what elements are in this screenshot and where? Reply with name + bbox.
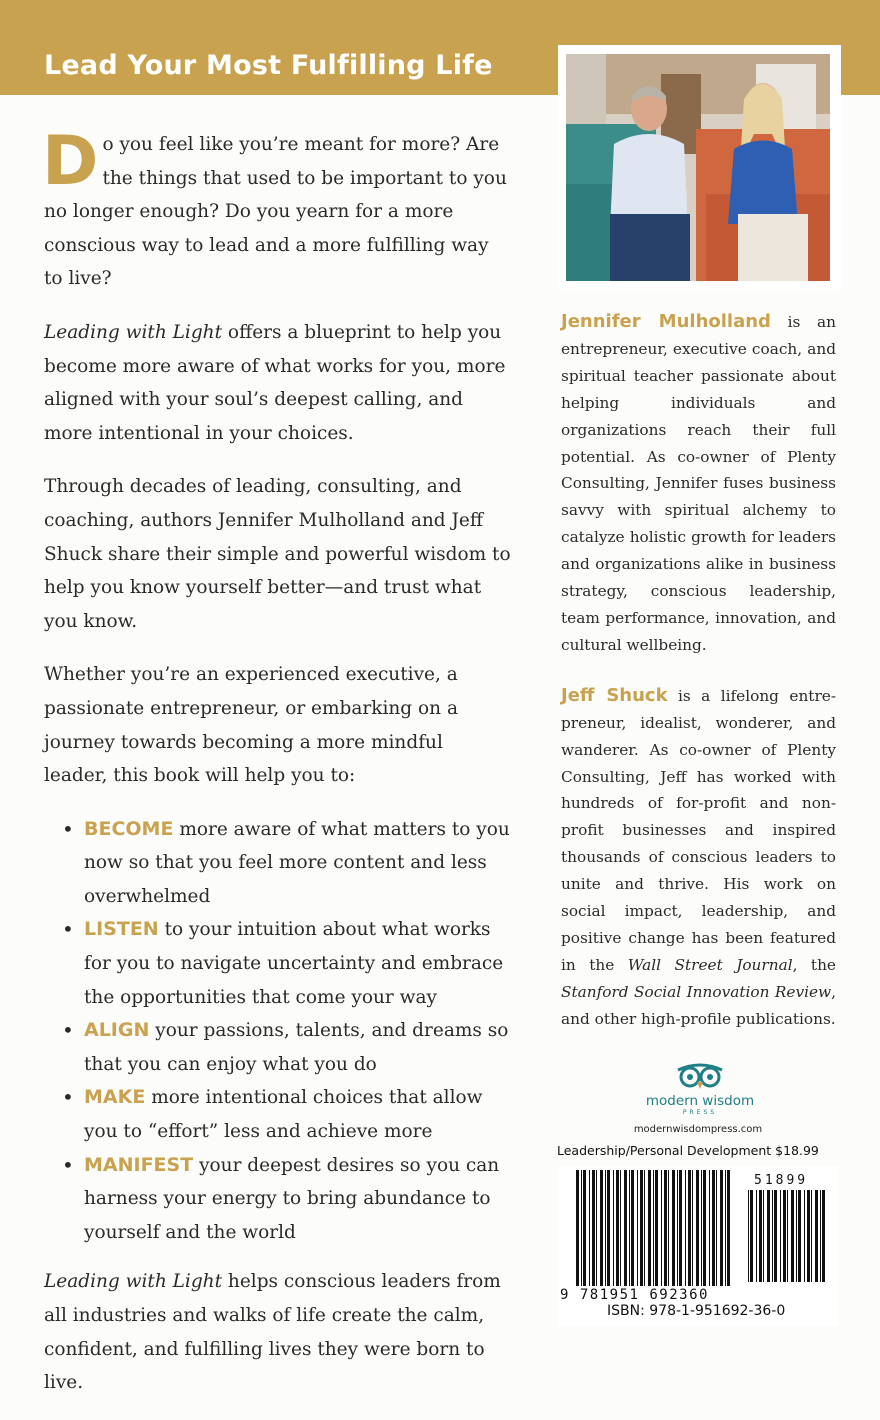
barcode-bar: [807, 1190, 810, 1282]
barcode-bar: [616, 1170, 619, 1286]
barcode: [558, 1166, 838, 1326]
intro-text: o you feel like you’re meant for more? Are the things that used to be important to you no longer enough? Do you yearn for a more conscious way to lead and a more fulfilling way to live?: [44, 134, 507, 290]
benefit-keyword: LISTEN: [84, 918, 159, 941]
benefit-keyword: BECOME: [84, 817, 174, 840]
barcode-bar: [756, 1190, 757, 1282]
barcode-bar: [712, 1170, 715, 1286]
bio-text: , and other high-profile publications.: [561, 982, 836, 1028]
barcode-bar: [780, 1190, 781, 1282]
benefit-keyword: MANIFEST: [84, 1153, 194, 1176]
barcode-bar: [748, 1190, 749, 1282]
barcode-bar: [804, 1190, 805, 1282]
publisher-url: modernwisdompress.com: [633, 1124, 763, 1135]
barcode-bar: [644, 1170, 645, 1286]
barcode-bar: [811, 1190, 812, 1282]
barcode-bar: [648, 1170, 651, 1286]
benefit-text: your passions, talents, and dreams so that you can enjoy what you do: [84, 1020, 509, 1075]
benefit-text: to your intuition about what works for you to navigate uncertainty and embrace the opportunities that come your way: [84, 919, 504, 1008]
barcode-bar: [607, 1170, 610, 1286]
benefits-list: [44, 813, 512, 1250]
benefit-item: [44, 1014, 512, 1081]
headline: Lead Your Most Fulfilling Life: [44, 50, 493, 81]
blueprint-paragraph: [44, 316, 512, 450]
barcode-bar: [655, 1170, 658, 1286]
closing-paragraph: [44, 1265, 512, 1399]
bio-text: , the: [792, 955, 836, 974]
publisher-name: modern wisdom: [645, 1093, 755, 1109]
blurb-column: [42, 122, 512, 1420]
publication-title: Stanford Social Innovation Review: [561, 982, 832, 1001]
barcode-bar: [629, 1170, 630, 1286]
barcode-bar: [759, 1190, 762, 1282]
barcode-bar: [796, 1190, 797, 1282]
barcode-bar: [672, 1170, 675, 1286]
publication-title: Wall Street Journal: [627, 955, 793, 974]
barcode-bar: [763, 1190, 764, 1282]
owl-icon: [675, 1062, 725, 1090]
barcode-bar: [725, 1170, 726, 1286]
barcode-bar: [709, 1170, 710, 1286]
barcode-bar: [701, 1170, 702, 1286]
barcode-bar: [688, 1170, 691, 1286]
author-photo-frame: [558, 45, 841, 289]
barcode-digits: 9 781951 692360: [560, 1287, 709, 1303]
barcode-bar: [664, 1170, 667, 1286]
barcode-bar: [637, 1170, 638, 1286]
barcode-bar: [653, 1170, 654, 1286]
bio-jeff: [561, 683, 836, 1033]
benefit-item: [44, 913, 512, 1014]
barcode-bar: [696, 1170, 699, 1286]
barcode-bar: [716, 1170, 717, 1286]
barcode-bar: [820, 1190, 821, 1282]
barcode-bar: [822, 1190, 825, 1282]
authors-paragraph: Through decades of leading, consulting, and coaching, authors Jennifer Mulholland and Jeff Shuck share their simple and powerful wisdom to help you know yourself better—and trust what you know.: [44, 476, 511, 632]
barcode-bar: [787, 1190, 788, 1282]
barcode-bar: [750, 1190, 753, 1282]
barcode-bar: [692, 1170, 693, 1286]
author-photo-illustration: [566, 54, 830, 281]
barcode-bar: [798, 1190, 801, 1282]
barcode-bar: [605, 1170, 606, 1286]
barcode-bar: [815, 1190, 818, 1282]
benefit-text: more aware of what matters to you now so that you feel more content and less overwhelmed: [84, 818, 510, 907]
intro-paragraph: [42, 122, 512, 296]
benefit-item: [44, 813, 512, 914]
barcode-bar: [767, 1190, 770, 1282]
barcode-bar: [592, 1170, 595, 1286]
barcode-bar: [631, 1170, 634, 1286]
bio-text: is a lifelong entrepreneur, idealist, wonderer, and wanderer. As co-owner of Plenty Consulting, Jeff has worked with hundreds of for-profit and nonprofit businesses and inspired thousands of conscious leaders to unite and thrive. His work on social impact, leadership, and positive change has been featured in the: [561, 686, 836, 974]
blueprint-text: offers a blueprint to help you become more aware of what works for you, more aligned with your soul’s deepest calling, and more intentional in your choices.: [44, 321, 506, 444]
barcode-bar: [600, 1170, 603, 1286]
barcode-bar: [624, 1170, 627, 1286]
dropcap-letter: D: [42, 122, 99, 201]
benefit-item: [44, 1081, 512, 1148]
isbn-number: ISBN: 978-1-951692-36-0: [607, 1303, 786, 1319]
category-price: Leadership/Personal Development $18.99: [557, 1143, 819, 1158]
barcode-bar: [774, 1190, 777, 1282]
author-bios: [561, 309, 836, 1057]
barcode-bar: [581, 1170, 582, 1286]
author-photo: [566, 54, 830, 281]
book-title: Leading with Light: [44, 321, 223, 343]
barcode-bar: [720, 1170, 723, 1286]
barcode-bar: [727, 1170, 730, 1286]
bio-text: is an entrepreneur, executive coach, and spiritual teacher passionate about helping individuals and organizations reach their full potential. As co-owner of Plenty Consulting, Jennifer fuses business savvy with spiritual alchemy to catalyze holistic growth for leaders and organizations alike in business strategy, conscious leadership, team performance, innovation, and cultural wellbeing.: [561, 313, 836, 654]
barcode-bar: [679, 1170, 682, 1286]
barcode-bar: [576, 1170, 579, 1286]
barcode-bar: [613, 1170, 614, 1286]
barcode-bar: [791, 1190, 794, 1282]
benefit-item: [44, 1149, 512, 1250]
benefit-text: more intentional choices that allow you to “effort” less and achieve more: [84, 1087, 483, 1143]
barcode-addon: 51899: [754, 1173, 809, 1188]
barcode-bar: [640, 1170, 643, 1286]
barcode-bar: [620, 1170, 621, 1286]
benefit-keyword: MAKE: [84, 1086, 146, 1109]
publisher-sub: PRESS: [682, 1109, 718, 1116]
barcode-bar: [596, 1170, 597, 1286]
closing-text: helps conscious leaders from all industries and walks of life create the calm, confident, and fulfilling lives they were born to live.: [44, 1271, 501, 1394]
benefit-keyword: ALIGN: [84, 1019, 150, 1042]
barcode-bar: [783, 1190, 786, 1282]
book-title: Leading with Light: [44, 1271, 223, 1293]
barcode-bar: [677, 1170, 678, 1286]
barcode-bar: [589, 1170, 590, 1286]
barcode-bar: [685, 1170, 686, 1286]
author-name: Jennifer Mulholland: [561, 311, 771, 332]
bio-jennifer: [561, 309, 836, 659]
barcode-bar: [772, 1190, 773, 1282]
barcode-bar: [661, 1170, 662, 1286]
audience-paragraph: Whether you’re an experienced executive, a passionate entrepreneur, or embarking on a journey towards becoming a more mindful leader, this book will help you to:: [44, 664, 458, 787]
barcode-bar: [668, 1170, 669, 1286]
barcode-bar: [583, 1170, 586, 1286]
barcode-bar: [703, 1170, 706, 1286]
author-name: Jeff Shuck: [561, 684, 668, 706]
benefit-text: your deepest desires so you can harness your energy to bring abundance to yourself and the world: [84, 1154, 500, 1243]
